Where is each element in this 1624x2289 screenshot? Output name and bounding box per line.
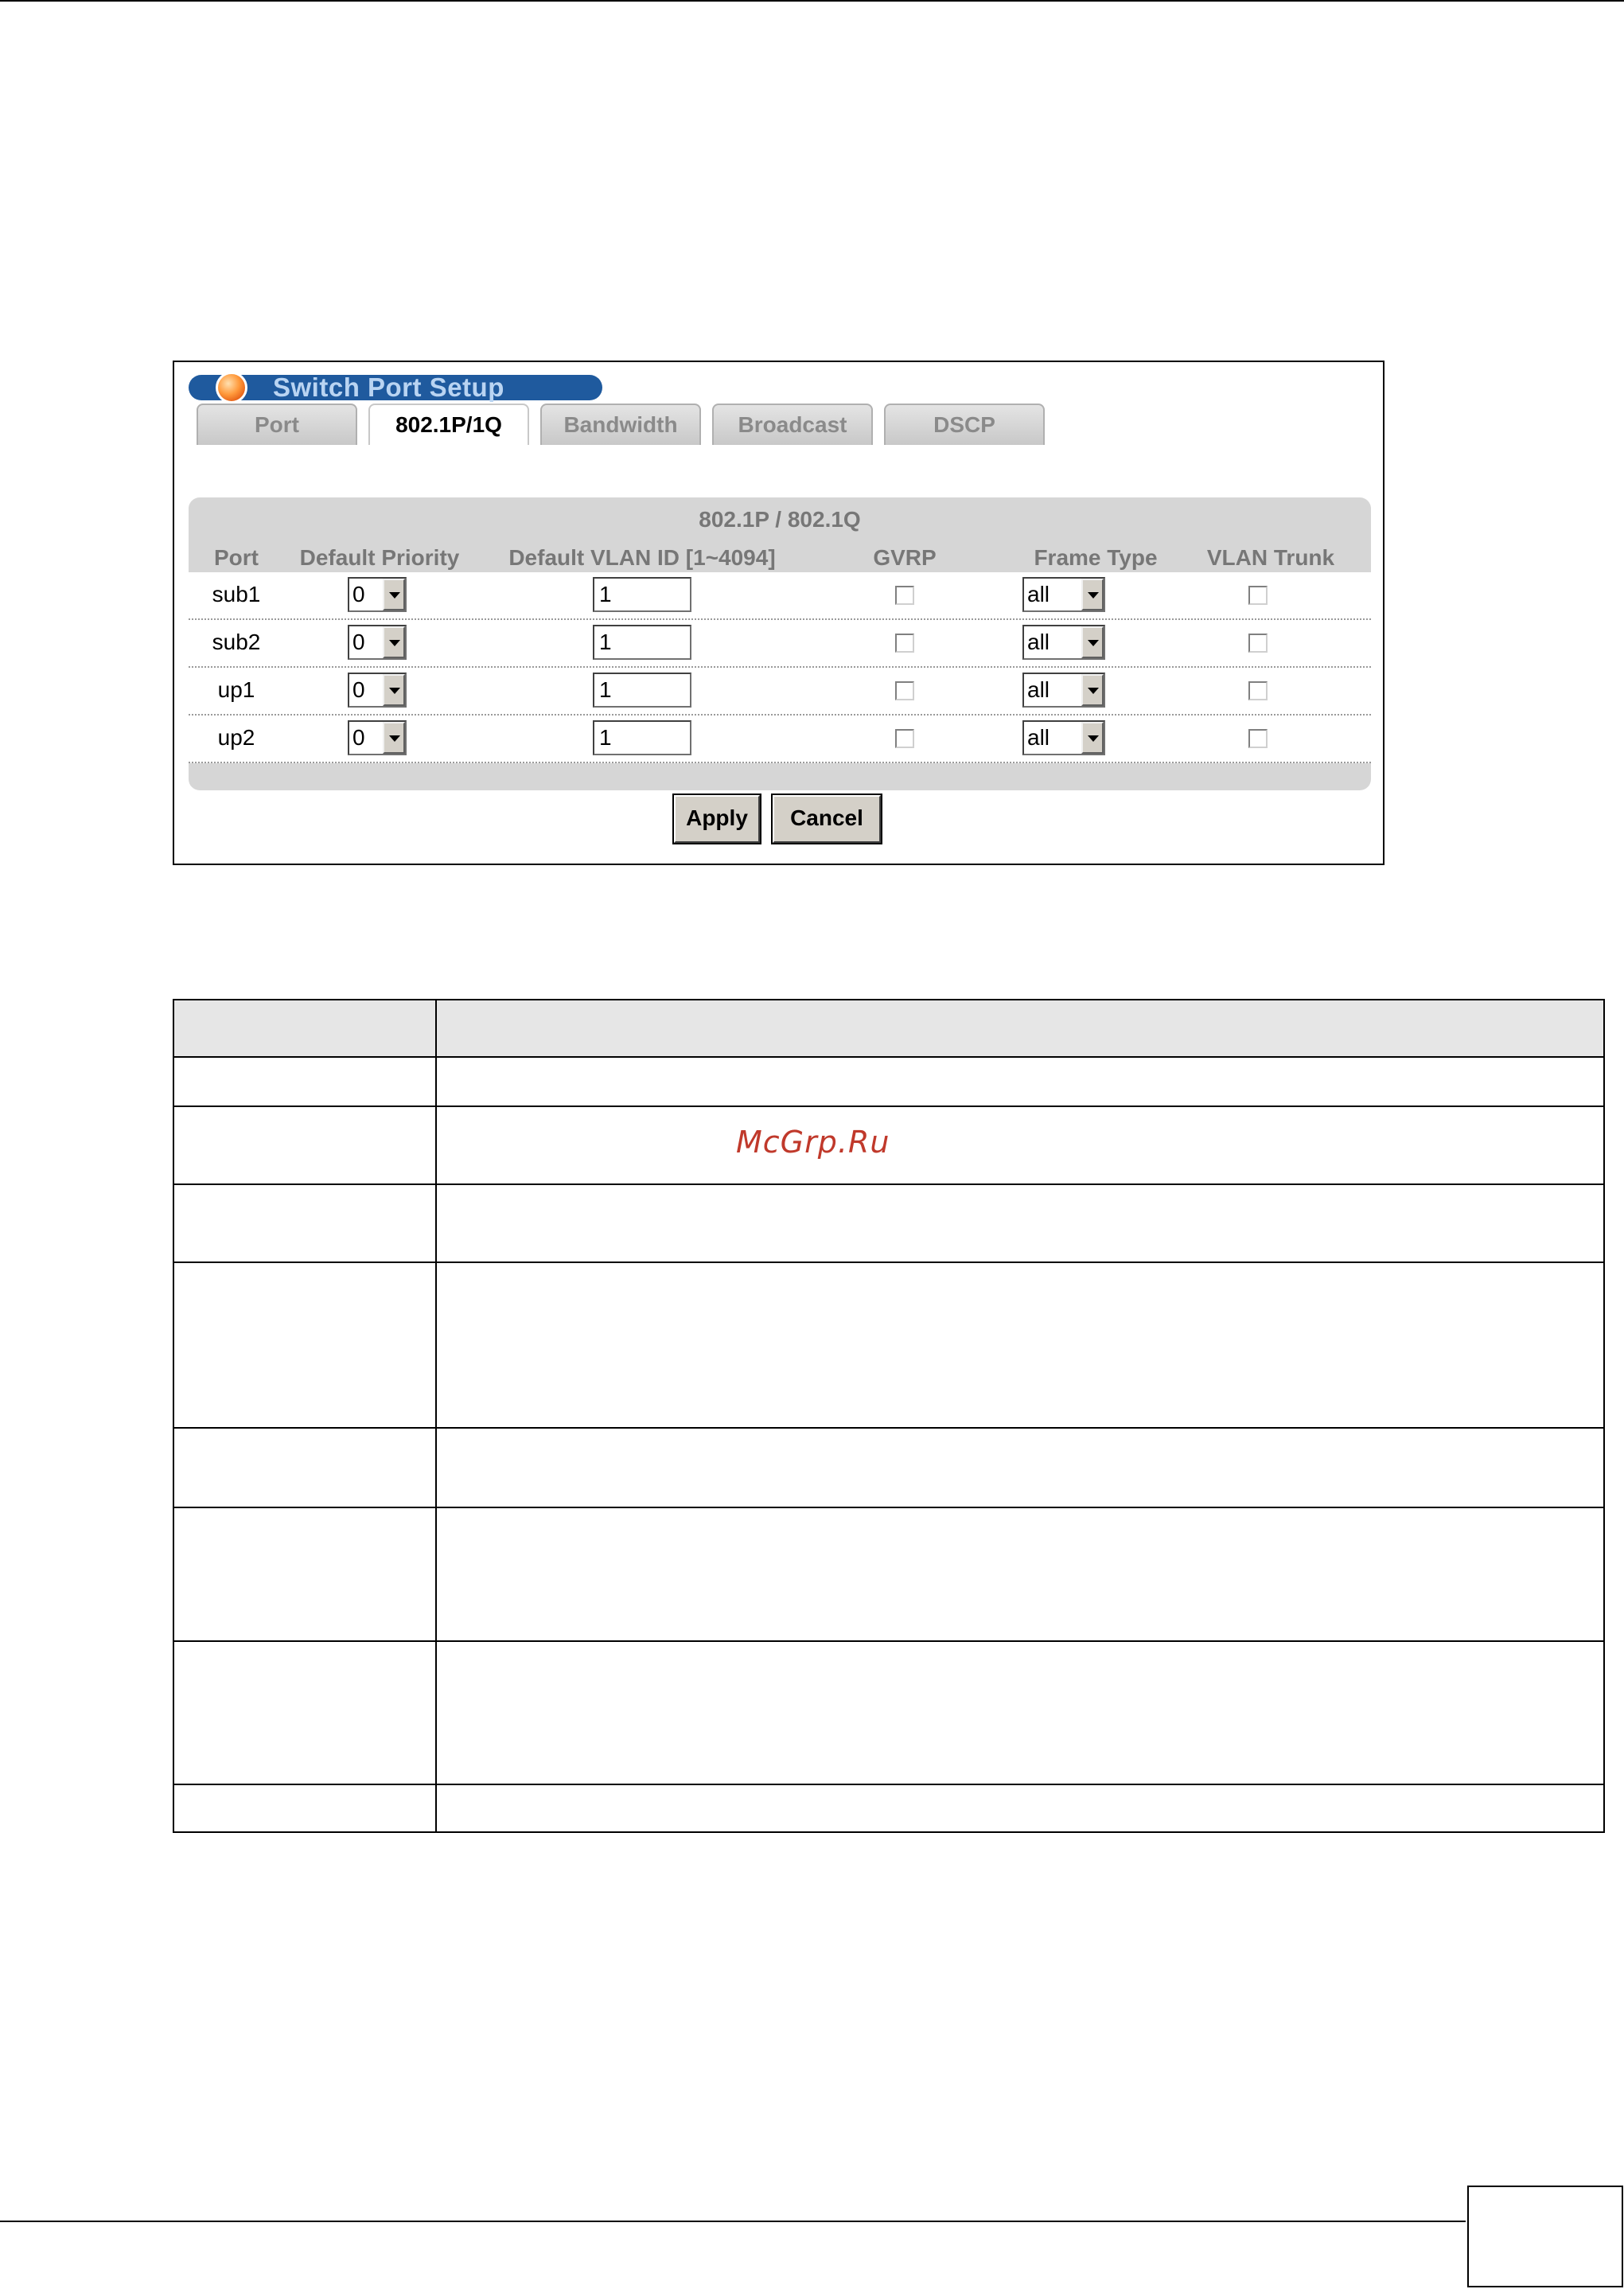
default-priority-select[interactable] xyxy=(348,577,407,612)
frame-type-select[interactable] xyxy=(1022,720,1105,755)
chevron-down-icon[interactable] xyxy=(383,722,405,754)
table-row xyxy=(189,716,1371,763)
default-vlan-id-input[interactable]: 1 xyxy=(593,720,691,755)
cancel-button[interactable]: Cancel xyxy=(773,795,881,843)
panel-title: 802.1P / 802.1Q xyxy=(699,507,861,532)
default-priority-value: 0 xyxy=(352,582,365,606)
vlan-panel xyxy=(189,497,1371,790)
table-row xyxy=(173,1057,1604,1106)
default-vlan-id-input[interactable]: 1 xyxy=(593,577,691,612)
screen-title: Switch Port Setup xyxy=(273,372,504,402)
chevron-down-icon[interactable] xyxy=(383,579,405,610)
table-row xyxy=(173,1184,1604,1262)
gvrp-checkbox[interactable] xyxy=(895,634,914,653)
tab-broadcast[interactable]: Broadcast xyxy=(712,404,873,445)
default-priority-select[interactable] xyxy=(348,720,407,755)
vlan-trunk-checkbox[interactable] xyxy=(1248,586,1268,605)
chevron-down-icon[interactable] xyxy=(383,674,405,706)
port-name: up1 xyxy=(217,677,255,702)
apply-button[interactable]: Apply xyxy=(674,795,760,843)
chevron-down-icon[interactable] xyxy=(1081,722,1104,754)
table-header-cell xyxy=(436,1000,1604,1057)
watermark: McGrp.Ru xyxy=(736,1125,890,1160)
table-row xyxy=(189,572,1371,620)
port-rows xyxy=(189,572,1371,763)
gvrp-checkbox[interactable] xyxy=(895,586,914,605)
frame-type-value: all xyxy=(1027,582,1050,606)
port-name: up2 xyxy=(217,725,255,750)
table-row xyxy=(173,1641,1604,1784)
default-priority-select[interactable] xyxy=(348,625,407,660)
default-priority-value: 0 xyxy=(352,725,365,750)
tab-8021p-1q[interactable]: 802.1P/1Q xyxy=(368,404,529,445)
chevron-down-icon[interactable] xyxy=(1081,579,1104,610)
frame-type-value: all xyxy=(1027,677,1050,702)
default-priority-value: 0 xyxy=(352,630,365,654)
table-row xyxy=(173,1262,1604,1428)
default-priority-select[interactable] xyxy=(348,673,407,708)
table-row xyxy=(173,1507,1604,1641)
column-header-port: Port xyxy=(214,545,259,570)
chevron-down-icon[interactable] xyxy=(383,626,405,658)
port-name: sub1 xyxy=(212,582,261,606)
table-row xyxy=(173,1784,1604,1832)
chevron-down-icon[interactable] xyxy=(1081,674,1104,706)
tab-bandwidth[interactable]: Bandwidth xyxy=(540,404,701,445)
gvrp-checkbox[interactable] xyxy=(895,729,914,748)
vlan-trunk-checkbox[interactable] xyxy=(1248,634,1268,653)
vlan-trunk-checkbox[interactable] xyxy=(1248,729,1268,748)
default-vlan-id-input[interactable]: 1 xyxy=(593,673,691,708)
frame-type-select[interactable] xyxy=(1022,673,1105,708)
column-header-frame-type: Frame Type xyxy=(1034,545,1158,570)
default-priority-value: 0 xyxy=(352,677,365,702)
column-header-gvrp: GVRP xyxy=(873,545,937,570)
vlan-trunk-checkbox[interactable] xyxy=(1248,681,1268,700)
orange-orb-icon xyxy=(216,372,247,404)
top-rule xyxy=(0,0,1624,2)
tab-port[interactable]: Port xyxy=(197,404,357,445)
frame-type-value: all xyxy=(1027,725,1050,750)
table-row xyxy=(173,1428,1604,1507)
column-header-default-vlan-id: Default VLAN ID [1~4094] xyxy=(508,545,776,570)
table-header-cell xyxy=(173,1000,436,1057)
frame-type-select[interactable] xyxy=(1022,625,1105,660)
frame-type-select[interactable] xyxy=(1022,577,1105,612)
table-row xyxy=(189,668,1371,716)
column-header-default-priority: Default Priority xyxy=(299,545,460,570)
chevron-down-icon[interactable] xyxy=(1081,626,1104,658)
bottom-rule xyxy=(0,2221,1466,2222)
page-number-box xyxy=(1467,2186,1623,2287)
gvrp-checkbox[interactable] xyxy=(895,681,914,700)
port-name: sub2 xyxy=(212,630,261,654)
switch-port-setup-screenshot xyxy=(173,361,1384,865)
frame-type-value: all xyxy=(1027,630,1050,654)
table-header-row xyxy=(173,1000,1604,1057)
table-row xyxy=(189,620,1371,668)
column-header-vlan-trunk: VLAN Trunk xyxy=(1206,545,1335,570)
tab-dscp[interactable]: DSCP xyxy=(884,404,1045,445)
default-vlan-id-input[interactable]: 1 xyxy=(593,625,691,660)
